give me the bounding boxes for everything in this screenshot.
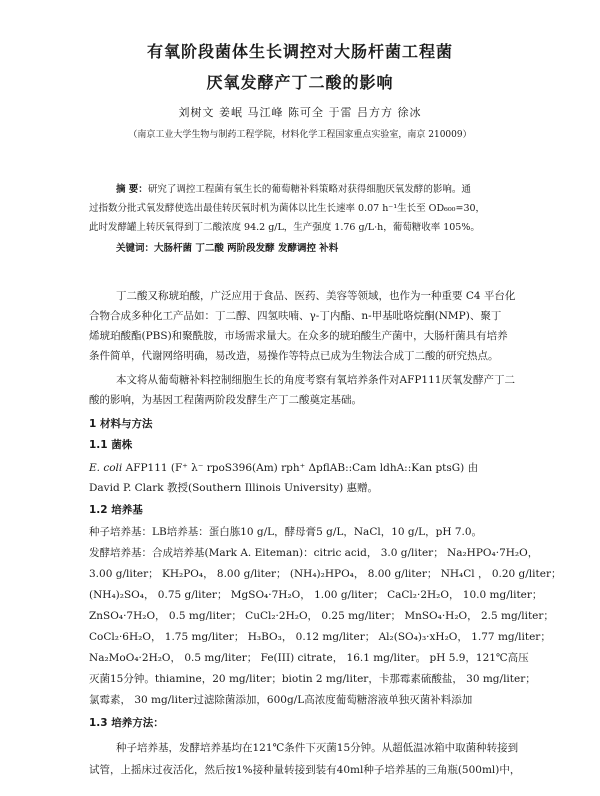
intro-line-3: 烯琥珀酸酯(PBS)和聚酰胺，市场需求量大。在众多的琥珀酸生产菌中，大肠杆菌具有培养 [89, 330, 508, 342]
intro-line-6: 酸的影响，为基因工程菌两阶段发酵生产丁二酸奠定基础。 [89, 394, 362, 406]
section-heading-1: 1 材料与方法 [89, 418, 153, 430]
intro-line-1: 丁二酸又称琥珀酸，广泛应用于食品、医药、美容等领域，也作为一种重要 C4 平台化 [116, 290, 516, 302]
abstract-line-3: 此时发酵罐上转厌氧得到丁二酸浓度 94.2 g/L，生产强度 1.76 g/L·h，葡萄糖收率 105%。 [89, 222, 480, 233]
subsection-heading-1-1: 1.1 菌株 [89, 439, 133, 451]
abstract-label: 摘 要： [116, 184, 148, 195]
medium-line-2: 发酵培养基：合成培养基(Mark A. Eiteman)：citric acid， 3.0 g/liter； Na₂HPO₄·7H₂O， [89, 547, 539, 559]
medium-line-6: CoCl₂·6H₂O， 1.75 mg/liter； H₃BO₃， 0.12 mg/liter； Al₂(SO₄)₃·xH₂O， 1.77 mg/liter； [89, 631, 551, 643]
medium-line-3: 3.00 g/liter； KH₂PO₄， 8.00 g/liter； (NH₄)₂HPO₄， 8.00 g/liter； NH₄Cl ， 0.20 g/liter； [89, 568, 562, 580]
intro-line-2: 合物合成多种化工产品如：丁二醇、四氢呋喃、γ-丁内酯、n-甲基吡咯烷酮(NMP)、聚丁 [89, 310, 502, 322]
medium-line-7: Na₂MoO₄·2H₂O， 0.5 mg/liter； Fe(III) citrate， 16.1 mg/liter。 pH 5.9，121℃高压 [89, 652, 529, 664]
strain-line-2: David P. Clark 教授(Southern Illinois University) 惠赠。 [89, 482, 379, 494]
strain-name: E. coli [89, 462, 123, 474]
medium-line-5: ZnSO₄·7H₂O， 0.5 mg/liter； CuCl₂·2H₂O， 0.25 mg/liter； MnSO₄·H₂O， 2.5 mg/liter； [89, 610, 554, 622]
subsection-heading-1-2: 1.2 培养基 [89, 504, 143, 516]
abstract-line-1: 摘 要：研究了调控工程菌有氧生长的葡萄糖补料策略对获得细胞厌氧发酵的影响。通 [116, 184, 471, 195]
method-line-1: 种子培养基，发酵培养基均在121℃条件下灭菌15分钟。从超低温冰箱中取菌种转接到 [116, 742, 519, 754]
abstract-line-2: 过指数分批式氧发酵使选出最佳转厌氧时机为菌体以比生长速率 0.07 h⁻¹生长至 OD₆₀₀=30， [89, 203, 486, 214]
medium-line-8: 灭菌15分钟。thiamine，20 mg/liter；biotin 2 mg/liter，卡那霉素硫酸盐， 30 mg/liter； [89, 673, 536, 685]
paper-title-line2: 厌氧发酵产丁二酸的影响 [206, 73, 394, 92]
intro-line-5: 本文将从葡萄糖补料控制细胞生长的角度考察有氧培养条件对AFP111厌氧发酵产丁二 [116, 374, 515, 386]
subsection-heading-1-3: 1.3 培养方法： [89, 717, 164, 729]
medium-line-1: 种子培养基：LB培养基：蛋白胨10 g/L，酵母膏5 g/L，NaCl，10 g/L，pH 7.0。 [89, 526, 483, 538]
keywords-label: 关键词： [116, 243, 155, 254]
method-line-2: 试管，上摇床过夜活化，然后按1%接种量转接到装有40ml种子培养基的三角瓶(500ml)中， [89, 764, 521, 776]
strain-line-1: E. coli AFP111 (F⁺ λ⁻ rpoS396(Am) rph⁺ ΔpflAB::Cam ldhA::Kan ptsG) 由 [89, 462, 479, 474]
medium-line-4: (NH₄)₂SO₄， 0.75 g/liter； MgSO₄·7H₂O， 1.00 g/liter； CaCl₂·2H₂O， 10.0 mg/liter； [89, 589, 543, 601]
intro-line-4: 条件简单，代谢网络明确，易改造，易操作等特点已成为生物法合成丁二酸的研究热点。 [89, 350, 499, 362]
affiliation: （南京工业大学生物与制药工程学院，材料化学工程国家重点实验室，南京 210009） [128, 130, 472, 140]
medium-line-9: 氯霉素， 30 mg/liter过滤除菌添加，600g/L高浓度葡萄糖溶液单独灭菌补料添加 [89, 694, 473, 706]
paper-title-line1: 有氧阶段菌体生长调控对大肠杆菌工程菌 [146, 42, 453, 61]
author-list: 刘树文 姜岷 马江峰 陈可全 于雷 吕方方 徐冰 [178, 106, 422, 119]
keywords [116, 240, 338, 254]
keywords-text: 大肠杆菌 丁二酸 两阶段发酵 发酵调控 补料 [154, 243, 339, 254]
